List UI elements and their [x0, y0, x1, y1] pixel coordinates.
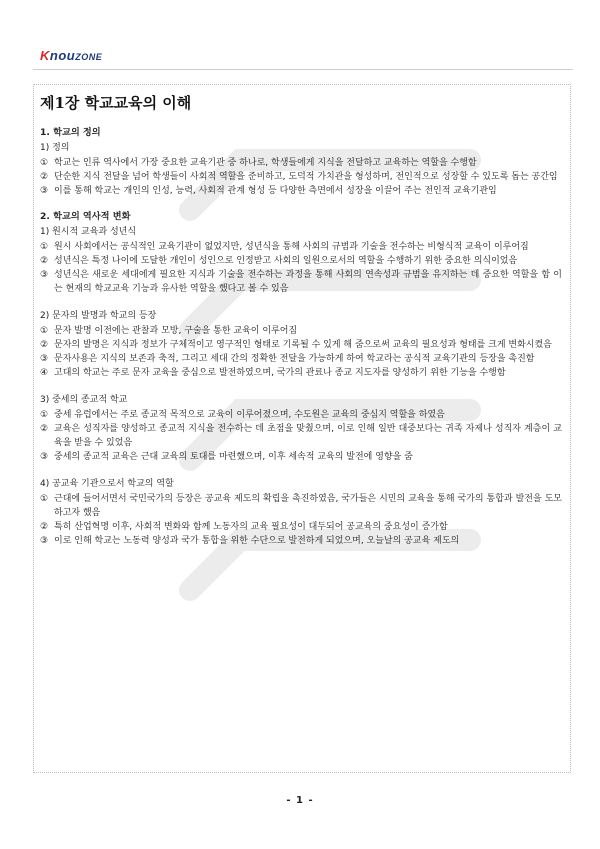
- item-text: 문자사용은 지식의 보존과 축적, 그리고 세대 간의 정확한 전달을 가능하게 하여 학교라는 공식적 교육기관의 등장을 촉진함: [54, 354, 535, 364]
- page-number: - 1 -: [286, 795, 314, 806]
- item-text: 이로 인해 학교는 노동력 양성과 국가 통합을 위한 수단으로 발전하게 되었으며, 오늘날의 공교육 제도의: [54, 536, 460, 546]
- item-number: ③: [40, 354, 49, 364]
- item-number: ①: [40, 410, 49, 420]
- list-item: [40, 254, 562, 268]
- logo-zone: ZONE: [75, 52, 103, 62]
- section-definition: [40, 126, 562, 198]
- item-number: ①: [40, 494, 49, 504]
- subsection-heading: 1) 원시적 교육과 성년식: [40, 227, 137, 237]
- list-item: [40, 240, 562, 254]
- list-item: [40, 408, 562, 422]
- section-history: [40, 210, 562, 548]
- subsection-heading: 1) 정의: [40, 143, 70, 153]
- logo-k: K: [40, 48, 50, 63]
- list-item: [40, 422, 562, 450]
- list-item: [40, 492, 562, 520]
- item-number: ②: [40, 256, 49, 266]
- item-number: ③: [40, 186, 49, 196]
- header-divider: [33, 69, 573, 70]
- item-text: 고대의 학교는 주로 문자 교육을 중심으로 발전하였으며, 국가의 관료나 종교 지도자를 양성하기 위한 기능을 수행함: [54, 368, 506, 378]
- item-number: ②: [40, 522, 49, 532]
- item-text: 학교는 인류 역사에서 가장 중요한 교육기관 중 하나로, 학생들에게 지식을 전달하고 교육하는 역할을 수행함: [54, 158, 477, 168]
- logo-nou: nou: [49, 48, 76, 63]
- list-item: [40, 520, 562, 534]
- list-item: [40, 338, 562, 352]
- item-number: ③: [40, 270, 49, 280]
- chapter-title: 제1장 학교교육의 이해: [40, 94, 192, 112]
- item-number: ①: [40, 158, 49, 168]
- list-item: [40, 534, 562, 548]
- item-text: 문자의 발명은 지식과 정보가 구체적이고 영구적인 형태로 기록될 수 있게 해 줌으로써 교육의 필요성과 형태를 크게 변화시켰음: [54, 340, 552, 350]
- item-text: 원시 사회에서는 공식적인 교육기관이 없었지만, 성년식을 통해 사회의 규범과 기술을 전수하는 비형식적 교육이 이루어짐: [54, 242, 529, 252]
- knouzone-logo: [40, 48, 102, 63]
- section-heading: 2. 학교의 역사적 변화: [40, 211, 131, 222]
- item-number: ②: [40, 340, 49, 350]
- list-item: [40, 268, 562, 296]
- item-number: ②: [40, 172, 49, 182]
- item-number: ②: [40, 424, 49, 434]
- item-number: ①: [40, 326, 49, 336]
- item-text: 근대에 들어서면서 국민국가의 등장은 공교육 제도의 확립을 촉진하였음, 국가들은 시민의 교육을 통해 국가의 통합과 발전을 도모하고자 했음: [54, 494, 562, 518]
- list-item: [40, 450, 562, 464]
- list-item: [40, 352, 562, 366]
- item-text: 이를 통해 학교는 개인의 인성, 능력, 사회적 관계 형성 등 다양한 측면에서 성장을 이끌어 주는 전인적 교육기관임: [54, 186, 497, 196]
- item-text: 교육은 성직자를 양성하고 종교적 지식을 전수하는 데 초점을 맞췄으며, 이로 인해 일반 대중보다는 귀족 자제나 성직자 계층이 교육을 받을 수 있었음: [54, 424, 562, 448]
- list-item: [40, 170, 562, 184]
- item-number: ③: [40, 452, 49, 462]
- item-text: 단순한 지식 전달을 넘어 학생들이 사회적 역할을 준비하고, 도덕적 가치관을 형성하며, 전인적으로 성장할 수 있도록 돕는 공간임: [54, 172, 558, 182]
- document-body: [40, 86, 562, 548]
- list-item: [40, 324, 562, 338]
- list-item: [40, 184, 562, 198]
- subsection-heading: 2) 문자의 발명과 학교의 등장: [40, 311, 157, 321]
- item-text: 성년식은 새로운 세대에게 필요한 지식과 기술을 전수하는 과정을 통해 사회의 연속성과 규범을 유지하는 데 중요한 역할을 함 이는 현재의 학교교육 기능과 유사한 역할을 했다고 볼 수 있음: [54, 270, 562, 294]
- subsection-heading: 3) 중세의 종교적 학교: [40, 395, 128, 405]
- item-number: ①: [40, 242, 49, 252]
- list-item: [40, 156, 562, 170]
- item-text: 중세의 종교적 교육은 근대 교육의 토대를 마련했으며, 이후 세속적 교육의 발전에 영향을 줌: [54, 452, 413, 462]
- section-heading: 1. 학교의 정의: [40, 127, 101, 138]
- item-number: ③: [40, 536, 49, 546]
- item-text: 성년식은 특정 나이에 도달한 개인이 성인으로 인정받고 사회의 일원으로서의 역할을 수행하기 위한 중요한 의식이었음: [54, 256, 518, 266]
- subsection-heading: 4) 공교육 기관으로서 학교의 역할: [40, 479, 174, 489]
- item-text: 문자 발명 이전에는 관찰과 모방, 구술을 통한 교육이 이루어짐: [54, 326, 298, 336]
- list-item: [40, 366, 562, 380]
- item-text: 특히 산업혁명 이후, 사회적 변화와 함께 노동자의 교육 필요성이 대두되어 공교육의 중요성이 증가함: [54, 522, 448, 532]
- item-number: ④: [40, 368, 49, 378]
- item-text: 중세 유럽에서는 주로 종교적 목적으로 교육이 이루어졌으며, 수도원은 교육의 중심지 역할을 하였음: [54, 410, 445, 420]
